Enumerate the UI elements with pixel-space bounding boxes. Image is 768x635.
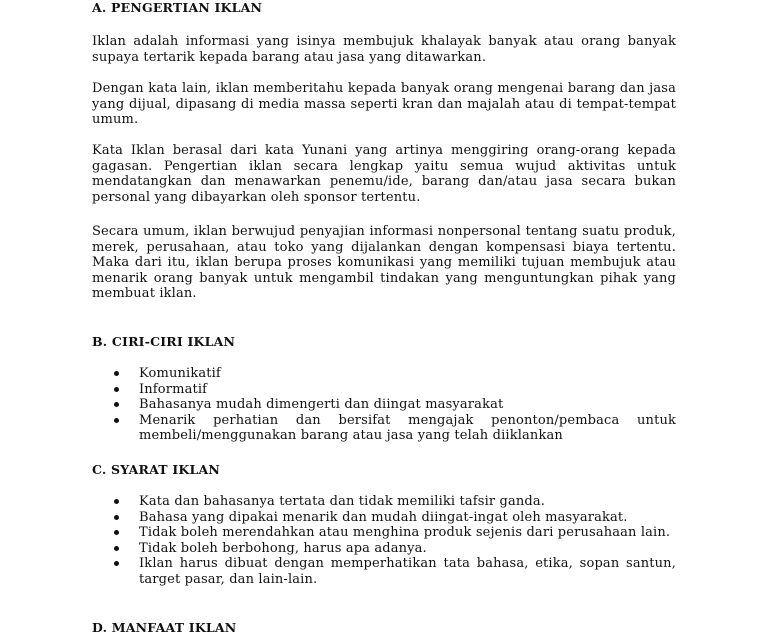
list-item — [92, 556, 676, 587]
list-item-text: Tidak boleh merendahkan atau menghina produk sejenis dari perusahaan lain. — [139, 525, 671, 541]
bullet-icon — [114, 561, 119, 566]
section-c-list — [92, 494, 676, 588]
list-item — [92, 525, 676, 541]
list-item — [92, 510, 676, 526]
bullet-icon — [114, 387, 119, 392]
section-a-paragraph-1: Iklan adalah informasi yang isinya membujuk khalayak banyak atau orang banyak supaya tertarik kepada barang atau jasa yang ditawarkan. — [92, 34, 676, 65]
section-a-paragraph-4: Secara umum, iklan berwujud penyajian informasi nonpersonal tentang suatu produk, merek, perusahaan, atau toko yang dijalankan dengan kompensasi biaya tertentu. Maka dari itu, iklan berupa proses komunikasi yang memiliki tujuan membujuk atau menarik orang banyak untuk mengambil tindakan yang menguntungkan pihak yang membuat iklan. — [92, 224, 676, 302]
section-a-paragraph-2: Dengan kata lain, iklan memberitahu kepada banyak orang mengenai barang dan jasa yang dijual, dipasang di media massa seperti kran dan majalah atau di tempat-tempat umum. — [92, 81, 676, 128]
bullet-icon — [114, 418, 119, 423]
list-item-text: Tidak boleh berbohong, harus apa adanya. — [139, 540, 427, 556]
section-a-paragraph-3: Kata Iklan berasal dari kata Yunani yang artinya menggiring orang-orang kepada gagasan. Pengertian iklan secara lengkap yaitu semua wujud aktivitas untuk mendatangkan dan menawarkan penemu/ide, barang dan/atau jasa secara bukan personal yang dibayarkan oleh sponsor tertentu. — [92, 143, 676, 205]
list-item — [92, 382, 676, 398]
section-b-heading: B. CIRI-CIRI IKLAN — [92, 334, 236, 349]
bullet-icon — [114, 546, 119, 551]
list-item — [92, 494, 676, 510]
list-item-text: Menarik perhatian dan bersifat mengajak penonton/pembaca untuk membeli/menggunakan barang atau jasa yang telah diiklankan — [139, 412, 676, 444]
list-item-text: Bahasa yang dipakai menarik dan mudah diingat-ingat oleh masyarakat. — [139, 509, 628, 525]
list-item-text: Informatif — [139, 381, 208, 397]
bullet-icon — [114, 530, 119, 535]
section-c-heading: C. SYARAT IKLAN — [92, 462, 220, 477]
list-item-text: Komunikatif — [139, 366, 221, 381]
section-d-heading: D. MANFAAT IKLAN — [92, 620, 237, 635]
list-item-text: Kata dan bahasanya tertata dan tidak memiliki tafsir ganda. — [139, 494, 546, 509]
list-item-text: Bahasanya mudah dimengerti dan diingat masyarakat — [139, 397, 504, 413]
section-a-heading: A. PENGERTIAN IKLAN — [92, 0, 263, 15]
bullet-icon — [114, 402, 119, 407]
list-item-text: Iklan harus dibuat dengan memperhatikan tata bahasa, etika, sopan santun, target pasar, dan lain-lain. — [139, 556, 676, 587]
section-b-list — [92, 366, 676, 444]
bullet-icon — [114, 371, 119, 376]
list-item — [92, 541, 676, 557]
list-item — [92, 366, 676, 382]
bullet-icon — [114, 515, 119, 520]
list-item — [92, 413, 676, 444]
list-item — [92, 397, 676, 413]
bullet-icon — [114, 499, 119, 504]
